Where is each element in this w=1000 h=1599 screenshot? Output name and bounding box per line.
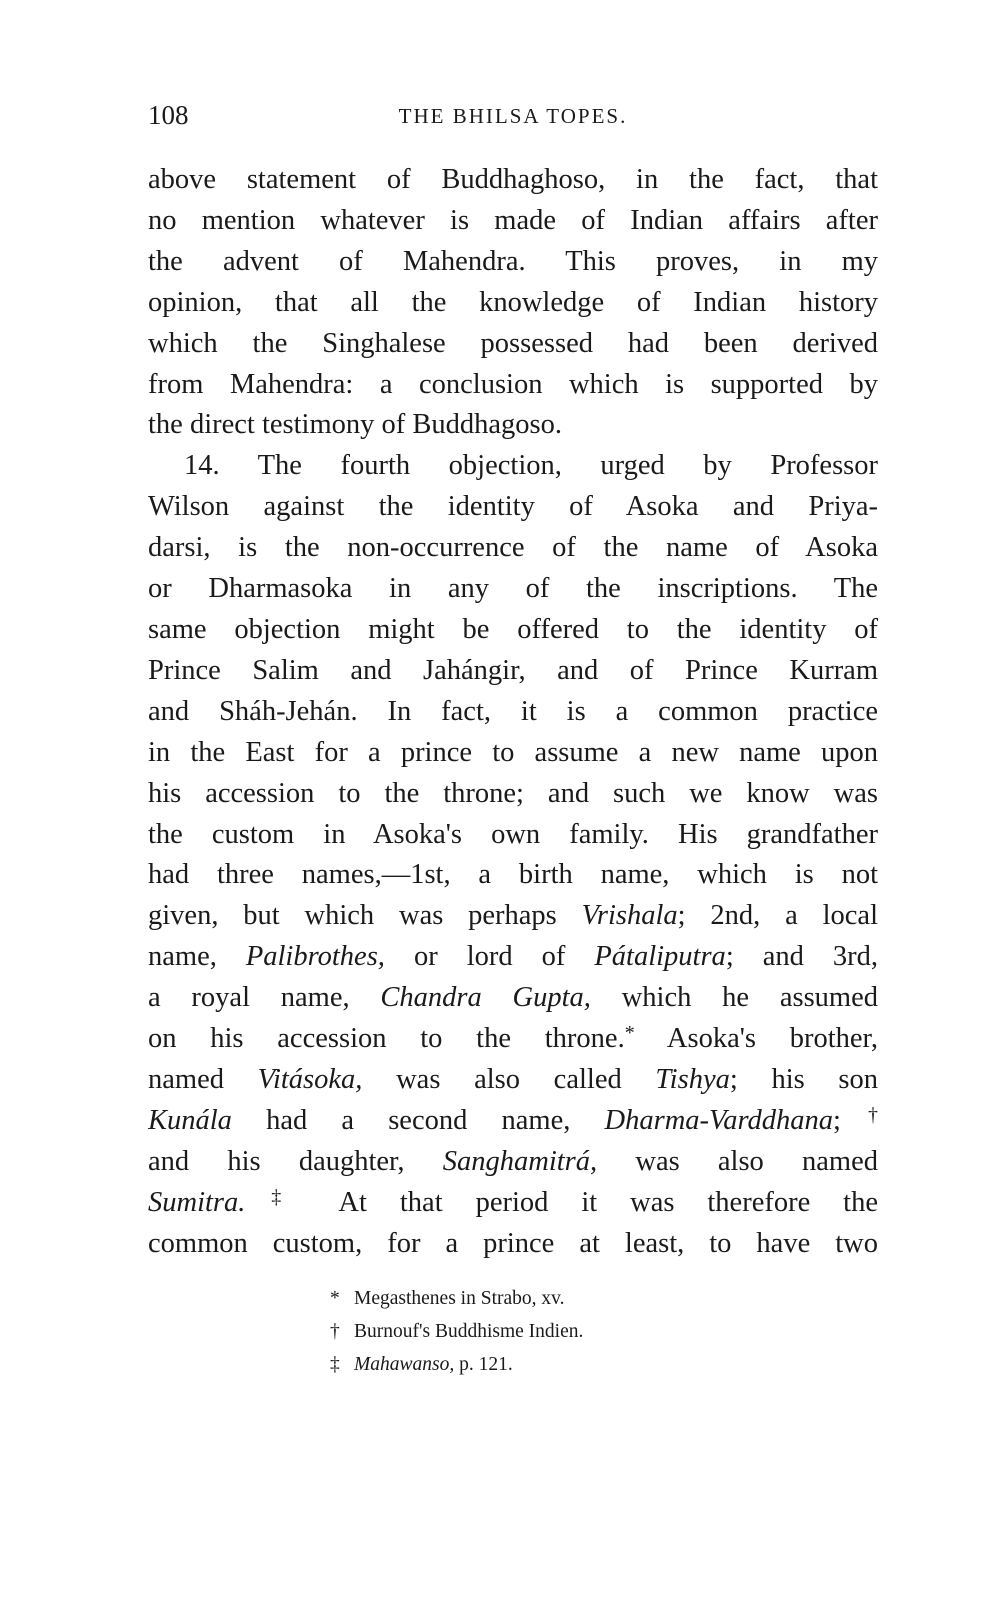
body-text bbox=[148, 160, 878, 1264]
footnote-mark: * bbox=[330, 1288, 340, 1309]
footnote-mark: ‡ bbox=[330, 1354, 340, 1375]
text-line: and his daughter, Sanghamitrá, was also named bbox=[148, 1145, 878, 1177]
footnote: * Megasthenes in Strabo, xv. bbox=[330, 1282, 830, 1315]
footnotes bbox=[330, 1282, 830, 1381]
footnote-ref: ‡ bbox=[245, 1185, 308, 1208]
page-header bbox=[148, 100, 878, 140]
footnote: ‡ Mahawanso, p. 121. bbox=[330, 1348, 830, 1381]
text-line: or Dharmasoka in any of the inscriptions. The bbox=[148, 573, 878, 605]
italic-name: Vitásoka, bbox=[257, 1063, 363, 1095]
text-line: name, Palibrothes, or lord of Pátaliputra; and 3rd, bbox=[148, 941, 878, 973]
footnote-ref: * bbox=[624, 1022, 635, 1045]
text-line: Sumitra.‡ At that period it was therefore the bbox=[148, 1185, 878, 1218]
text-line: opinion, that all the knowledge of Indian history bbox=[148, 286, 878, 318]
text-line: the advent of Mahendra. This proves, in my bbox=[148, 245, 878, 277]
italic-title: Mahawanso, bbox=[354, 1354, 455, 1375]
text-line: on his accession to the throne.* Asoka's brother, bbox=[148, 1022, 878, 1055]
text-line: Prince Salim and Jahángir, and of Prince Kurram bbox=[148, 654, 878, 686]
text-line: had three names,—1st, a birth name, which is not bbox=[148, 859, 878, 891]
footnote-ref: † bbox=[840, 1103, 878, 1126]
italic-name: Pátaliputra bbox=[594, 941, 726, 973]
italic-name: Tishya bbox=[655, 1063, 730, 1095]
italic-name: Sanghamitrá, bbox=[442, 1145, 598, 1177]
italic-name: Dharma-Varddhana bbox=[604, 1104, 834, 1136]
text-line: his accession to the throne; and such we know was bbox=[148, 777, 878, 809]
italic-name: Kunála bbox=[148, 1104, 232, 1136]
text-line: in the East for a prince to assume a new name upon bbox=[148, 736, 878, 768]
running-title: THE BHILSA TOPES. bbox=[398, 104, 628, 128]
text-line: darsi, is the non-occurrence of the name of Asoka bbox=[148, 532, 878, 564]
paragraph-2 bbox=[148, 446, 878, 1264]
text-line: Kunála had a second name, Dharma-Varddhana;† bbox=[148, 1103, 878, 1136]
text-line: which the Singhalese possessed had been derived bbox=[148, 327, 878, 359]
italic-name: Chandra Gupta, bbox=[380, 982, 591, 1014]
text-line: common custom, for a prince at least, to have two bbox=[148, 1227, 878, 1259]
paragraph-1 bbox=[148, 160, 878, 446]
text-line-last: the direct testimony of Buddhagoso. bbox=[148, 409, 562, 441]
footnote-mark: † bbox=[330, 1321, 340, 1342]
italic-name: Sumitra. bbox=[148, 1186, 246, 1218]
italic-name: Palibrothes, bbox=[245, 941, 385, 973]
footnote: † Burnouf's Buddhisme Indien. bbox=[330, 1315, 830, 1348]
text-line: and Sháh-Jehán. In fact, it is a common practice bbox=[148, 695, 878, 727]
text-line: the custom in Asoka's own family. His grandfather bbox=[148, 818, 878, 850]
italic-name: Vrishala bbox=[581, 900, 678, 932]
page-number: 108 bbox=[148, 100, 189, 130]
text-line: Wilson against the identity of Asoka and Priya- bbox=[148, 491, 878, 523]
text-line: no mention whatever is made of Indian affairs after bbox=[148, 204, 878, 236]
text-line: a royal name, Chandra Gupta, which he assumed bbox=[148, 982, 878, 1014]
text-line: above statement of Buddhaghoso, in the fact, that bbox=[148, 164, 878, 195]
text-line: from Mahendra: a conclusion which is supported by bbox=[148, 368, 878, 400]
text-line: 14. The fourth objection, urged by Professor bbox=[184, 450, 878, 482]
text-line: named Vitásoka, was also called Tishya; his son bbox=[148, 1063, 878, 1095]
text-line: given, but which was perhaps Vrishala; 2nd, a local bbox=[148, 900, 878, 932]
text-line: same objection might be offered to the identity of bbox=[148, 613, 878, 645]
